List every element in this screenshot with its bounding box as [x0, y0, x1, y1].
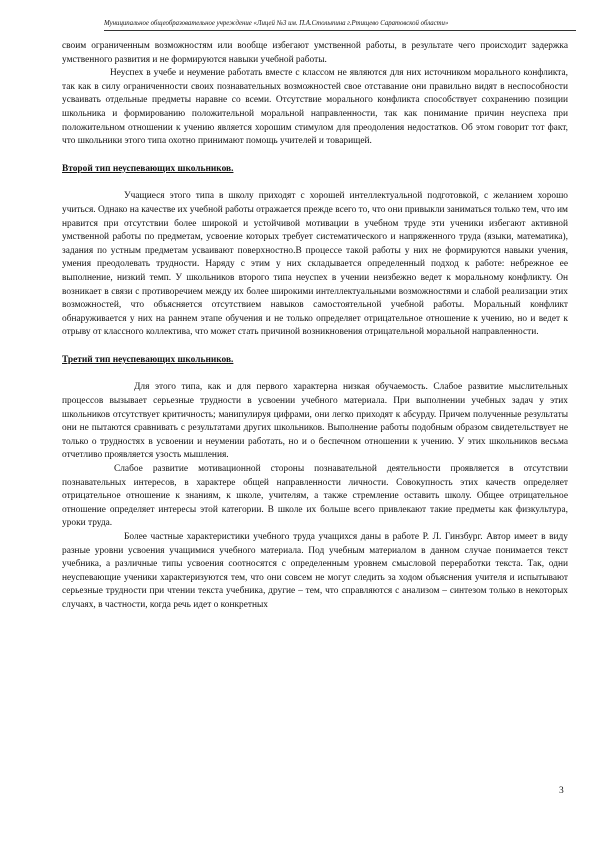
section-heading-type-3: Третий тип неуспевающих школьников.: [62, 354, 234, 365]
page-number: 3: [559, 786, 564, 796]
paragraph-6: Более частные характеристики учебного труда учащихся даны в работе Р. Л. Гинзбург. Автор имеет в виду разные уровни усвоения учащимися учебного материала. Под учебным материалом в данном случае понимается текст учебника, а различные типы усвоения соотносятся с определенным уровнем смысловой переработки текста. Так, одни неуспевающие ученики характеризуются тем, что они совсем не могут следить за ходом объяснения учителя и испытывают серьезные трудности при чтении текста учебника, другие – тем, что справляются с анализом – синтезом только в некоторых случаях, в частности, когда речь идет о конкретных: [62, 532, 568, 610]
page-body: [62, 40, 568, 613]
paragraph-5: Слабое развитие мотивационной стороны познавательной деятельности проявляется в отсутствии познавательных интересов, в характере общей направленности личности. Совокупность этих качеств определяет отрицательное отношение к знаниям, к школе, учителям, а также стремление оставить школу. Общее отрицательное отношение определяет интересы этой категории. В школе их больше всего привлекают такие предметы как физкультура, уроки труда.: [62, 464, 568, 529]
page-header: Муниципальное общеобразовательное учреждение «Лицей №3 им. П.А.Столыпина г.Ртищево Саратовской области»: [104, 19, 576, 31]
paragraph-2: Неуспех в учебе и неумение работать вместе с классом не являются для них источником морального конфликта, так как в силу ограниченности своих познавательных возможностей свое отставание они правильно видят в неспособности усваивать отдельные предметы наравне со всеми. Отсутствие морального конфликта способствует сохранению позиции школьника и формированию положительной моральной направленности, так как понимание причин неуспеха при положительном отношении к учению является хорошим стимулом для преодоления недостатков. Об этом говорит тот факт, что школьники этого типа охотно принимают помощь учителей и товарищей.: [62, 68, 568, 147]
section-heading-type-2: Второй тип неуспевающих школьников.: [62, 163, 234, 174]
paragraph-3: Учащиеся этого типа в школу приходят с хорошей интеллектуальной подготовкой, с желанием хорошо учиться. Однако на качестве их учебной работы отражается прежде всего то, что они привыкли заниматься только тем, что им нравится при отсутствии более широкой и устойчивой мотивации в учебном труде эти ученики избегают активной умственной работы по предметам, усвоение которых требует систематического и напряженного труда (языки, математика), задания по устным предметам усваивают поверхностно.В процессе такой работы у них не формируются навыки учения, умения преодолевать трудности. Наряду с этим у них складывается определенный подход к работе: небрежное ее выполнение, низкий темп. У школьников второго типа неуспех в учении неизбежно ведет к моральному конфликту. Он возникает в связи с противоречием между их более широкими интеллектуальными возможностями и слабой реализации этих возможностей, что объясняется отсутствием навыков самостоятельной учебной работы. Моральный конфликт обнаруживается у них на раннем этапе обучения и не только определяет отрицательное отношение к учению, но и ведет к отрыву от классного коллектива, что может стать причиной возникновения отрицательной моральной направленности.: [62, 191, 568, 338]
paragraph-4: Для этого типа, как и для первого характерна низкая обучаемость. Слабое развитие мыслительных процессов вызывает серьезные трудности в усвоении учебного материала. При выполнении учебных задач у этих школьников отсутствует критичность; манипулируя цифрами, они легко приходят к абсурду. Причем полученные результаты они не пытаются сравнивать с результатами других школьников. Выполнение работы подобным образом свидетельствует не только о трудностях в усвоении и неумении работать, но и о беспечном отношении к учению. У этих школьников весьма отчетливо проявляется узость мышления.: [62, 382, 568, 461]
paragraph-1: своим ограниченным возможностям или вообще избегают умственной работы, в результате чего происходит задержка умственного развития и не формируются навыки учебной работы.: [62, 41, 568, 65]
